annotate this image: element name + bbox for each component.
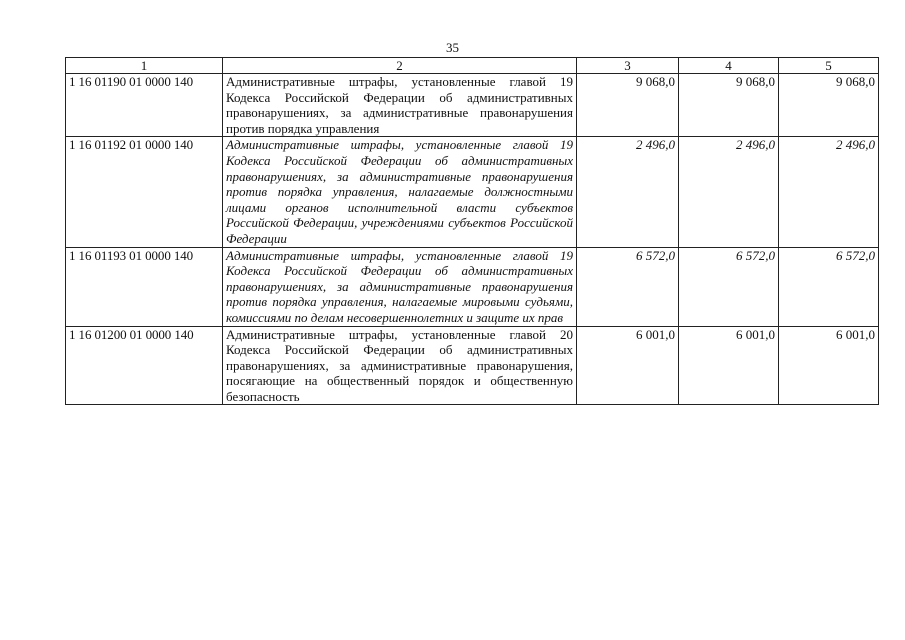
revenue-code: 1 16 01192 01 0000 140 (66, 137, 223, 247)
revenue-description: Административные штрафы, установленные главой 19 Кодекса Российской Федерации об административных правонарушениях, за административные правонарушения против порядка управления (223, 74, 577, 137)
table-row (66, 247, 879, 326)
column-header-2: 2 (223, 58, 577, 74)
amount-col5: 6 572,0 (779, 247, 879, 326)
amount-col5: 9 068,0 (779, 74, 879, 137)
column-header-4: 4 (679, 58, 779, 74)
budget-table (65, 57, 879, 405)
column-header-1: 1 (66, 58, 223, 74)
amount-col4: 6 001,0 (679, 326, 779, 405)
table-row (66, 137, 879, 247)
amount-col5: 6 001,0 (779, 326, 879, 405)
column-header-3: 3 (577, 58, 679, 74)
revenue-code: 1 16 01193 01 0000 140 (66, 247, 223, 326)
page-number: 35 (446, 40, 459, 55)
table-row (66, 326, 879, 405)
revenue-description: Административные штрафы, установленные главой 19 Кодекса Российской Федерации об административных правонарушениях, за административные правонарушения против порядка управления, налагаемые мировыми судьями, комиссиями по делам несовершеннолетних и защите их прав (223, 247, 577, 326)
amount-col4: 9 068,0 (679, 74, 779, 137)
revenue-code: 1 16 01200 01 0000 140 (66, 326, 223, 405)
amount-col4: 6 572,0 (679, 247, 779, 326)
table-header-row (66, 58, 879, 74)
table-row (66, 74, 879, 137)
column-header-5: 5 (779, 58, 879, 74)
amount-col4: 2 496,0 (679, 137, 779, 247)
revenue-description: Административные штрафы, установленные главой 19 Кодекса Российской Федерации об административных правонарушениях, за административные правонарушения против порядка управления, налагаемые должностными лицами органов исполнительной власти субъектов Российской Федерации, учреждениями субъектов Российской Федерации (223, 137, 577, 247)
revenue-code: 1 16 01190 01 0000 140 (66, 74, 223, 137)
revenue-description: Административные штрафы, установленные главой 20 Кодекса Российской Федерации об административных правонарушениях, за административные правонарушения, посягающие на общественный порядок и общественную безопасность (223, 326, 577, 405)
amount-col3: 2 496,0 (577, 137, 679, 247)
amount-col5: 2 496,0 (779, 137, 879, 247)
amount-col3: 6 001,0 (577, 326, 679, 405)
amount-col3: 6 572,0 (577, 247, 679, 326)
amount-col3: 9 068,0 (577, 74, 679, 137)
